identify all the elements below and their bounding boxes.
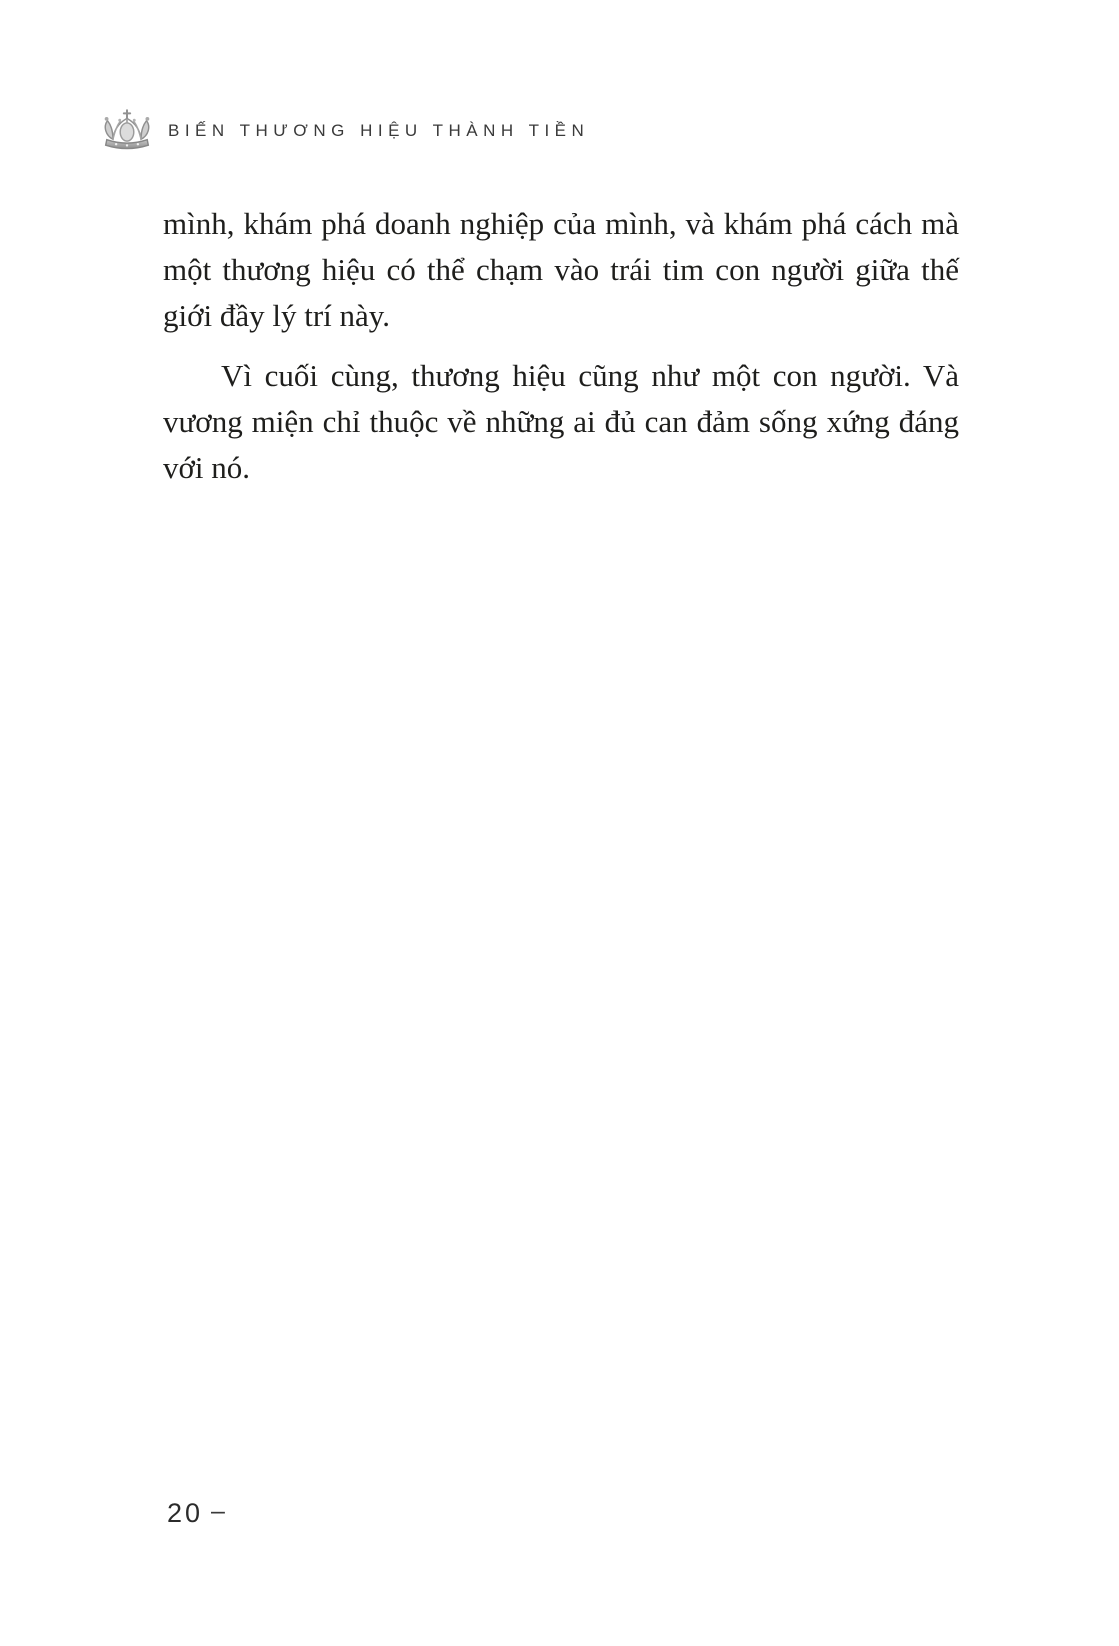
running-header (98, 106, 589, 158)
page-body-text (163, 201, 959, 491)
page-number: 20 (167, 1498, 204, 1528)
body-paragraph: mình, khám phá doanh nghiệp của mình, và khám phá cách mà một thương hiệu có thể chạm vào trái tim con người giữa thế giới đầy lý trí này. (163, 206, 959, 333)
page-footer (167, 1498, 225, 1529)
page-number-dash: – (211, 1497, 225, 1525)
running-header-title: BIẾN THƯƠNG HIỆU THÀNH TIỀN (168, 121, 590, 140)
crown-icon (98, 106, 156, 158)
body-paragraph: Vì cuối cùng, thương hiệu cũng như một con người. Và vương miện chỉ thuộc về những ai đủ can đảm sống xứng đáng với nó. (163, 358, 959, 485)
